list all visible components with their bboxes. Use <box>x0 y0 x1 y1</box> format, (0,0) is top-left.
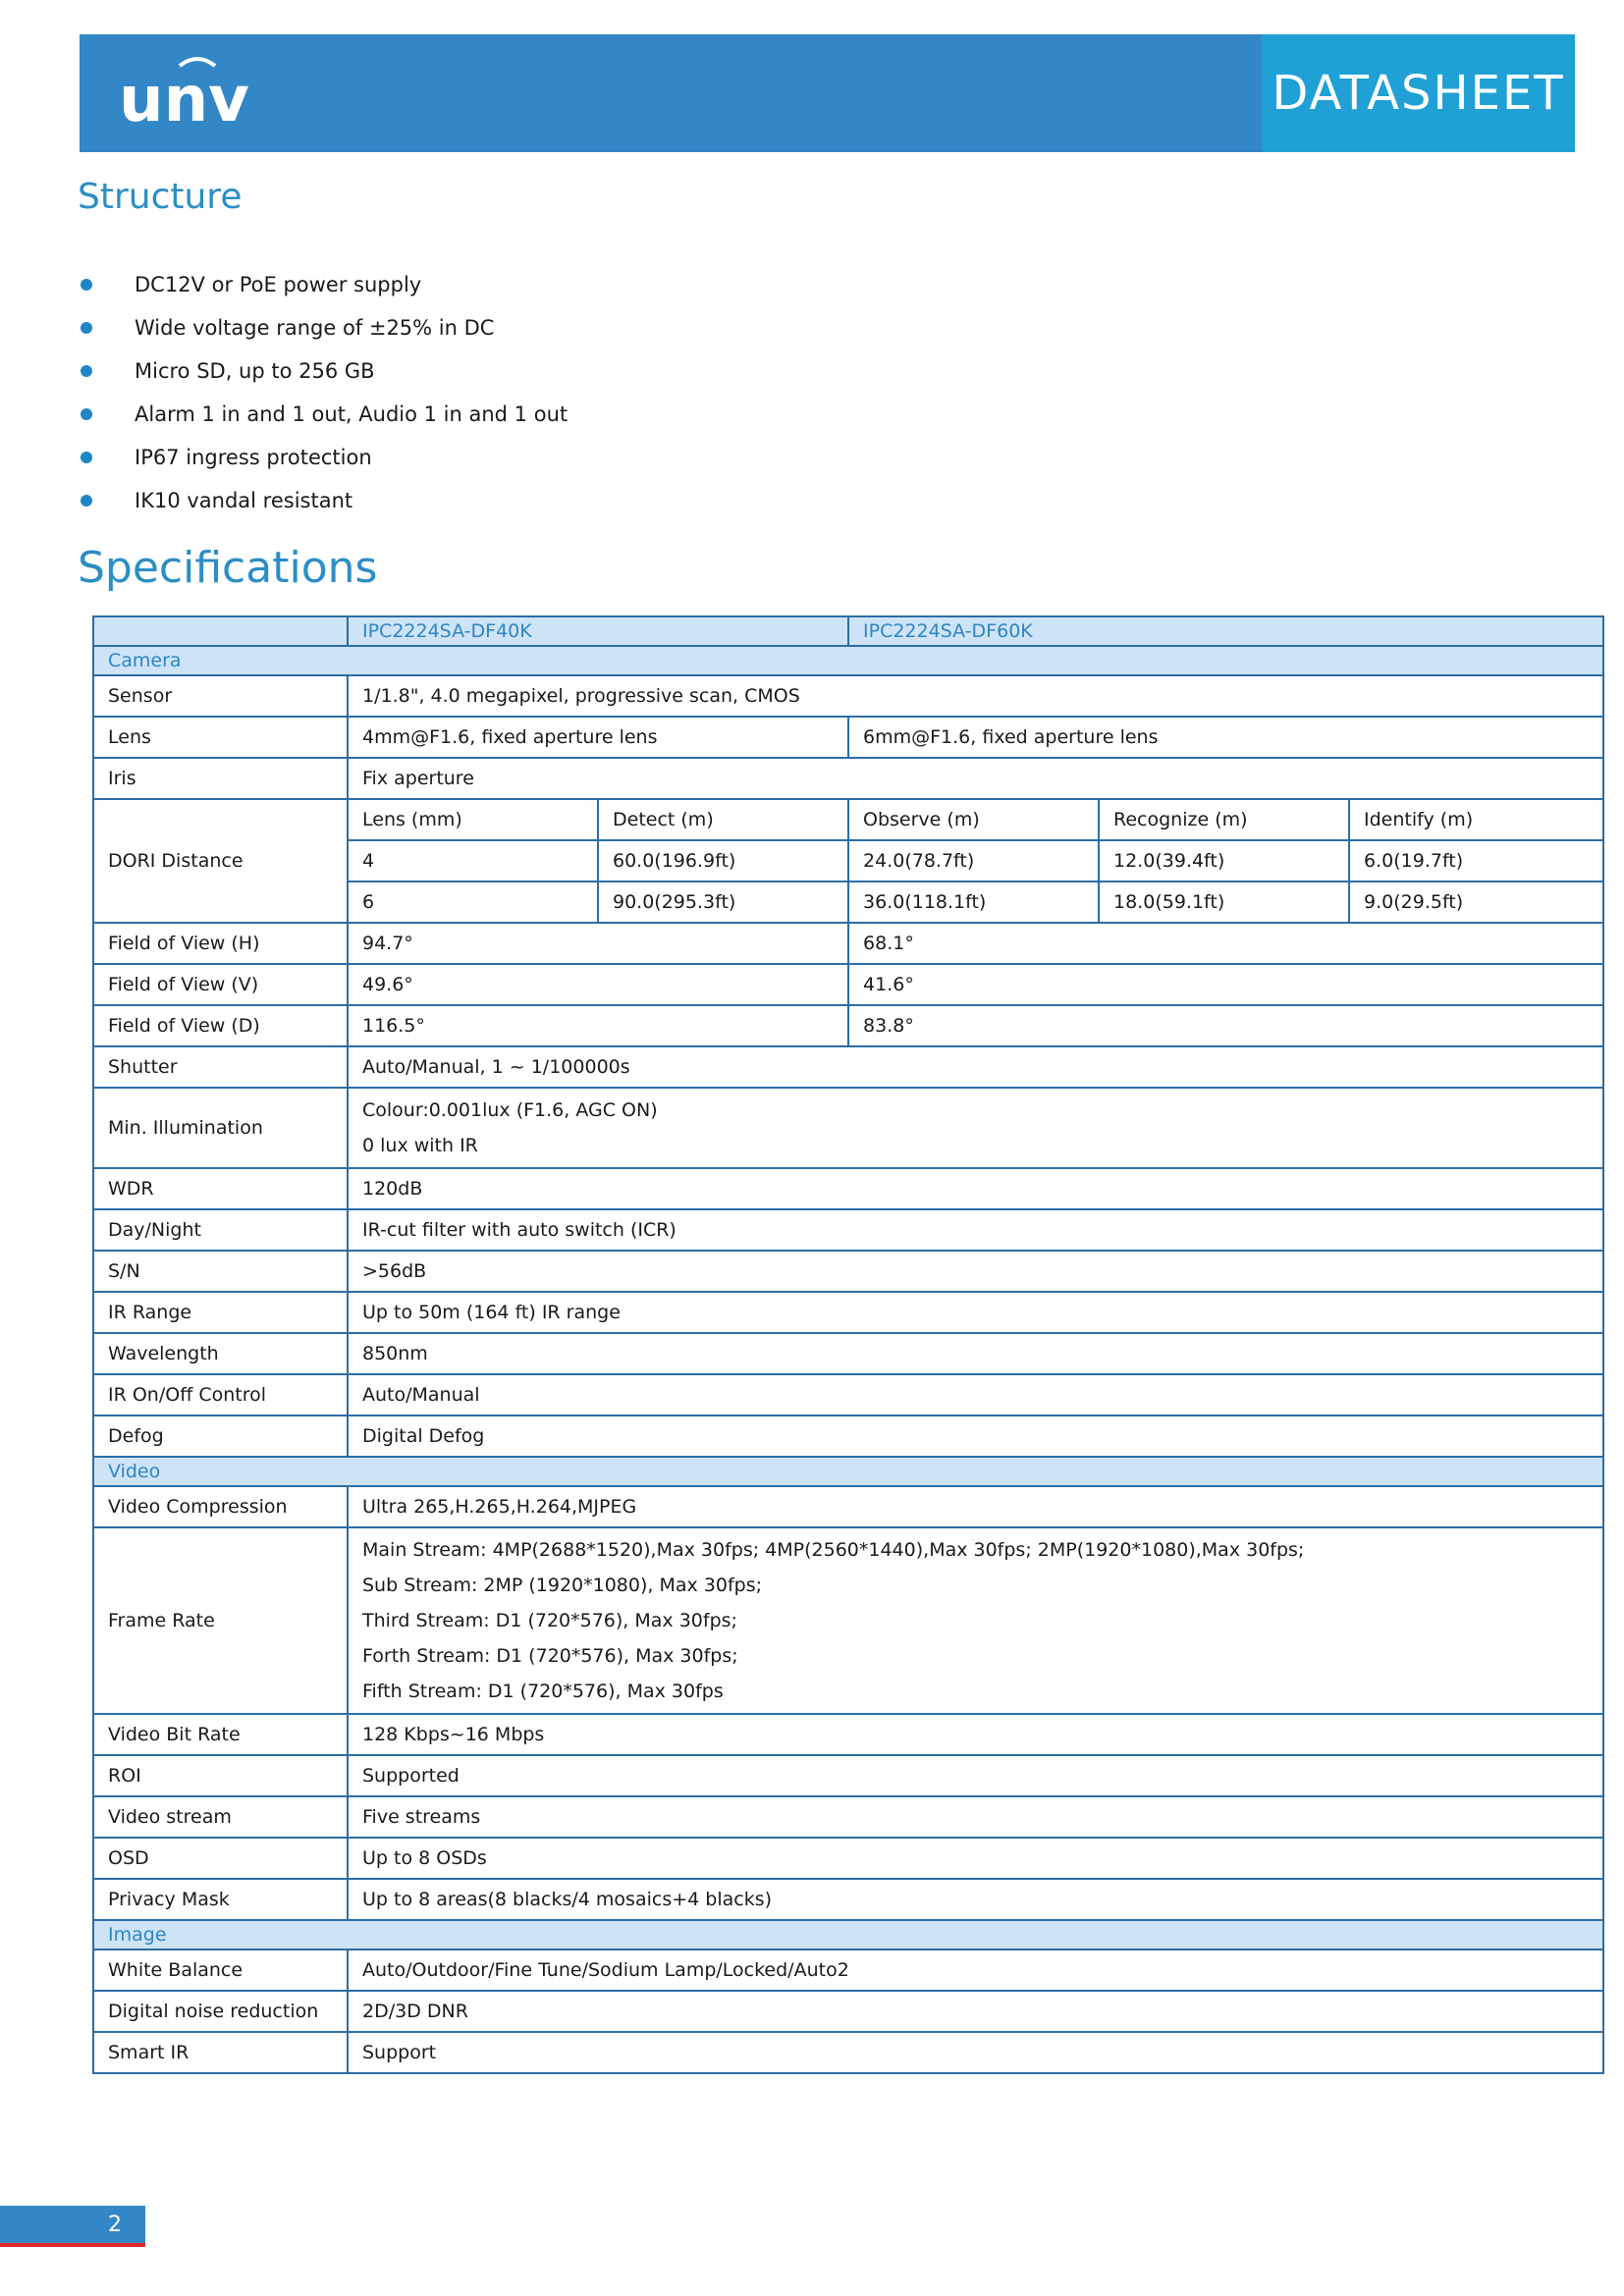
dori-header-row <box>93 799 1603 840</box>
value-line: Third Stream: D1 (720*576), Max 30fps; <box>362 1610 737 1631</box>
row-value-a: 116.5° <box>348 1005 848 1046</box>
row-label: ROI <box>93 1755 348 1796</box>
bullet-icon <box>81 279 92 291</box>
row-label: OSD <box>93 1838 348 1879</box>
table-row <box>93 1879 1603 1920</box>
row-label: Field of View (V) <box>93 964 348 1005</box>
dori-header-cell: Lens (mm) <box>348 799 598 840</box>
bullet-icon <box>81 408 92 420</box>
row-value: 850nm <box>348 1333 1603 1374</box>
table-row <box>93 1838 1603 1879</box>
dori-cell: 4 <box>348 840 598 881</box>
specifications-table <box>92 615 1604 2074</box>
dori-header-cell: Identify (m) <box>1349 799 1603 840</box>
row-label: IR On/Off Control <box>93 1374 348 1415</box>
row-value-a: 4mm@F1.6, fixed aperture lens <box>348 717 848 758</box>
row-label: WDR <box>93 1168 348 1209</box>
table-row <box>93 1292 1603 1333</box>
row-value-a: 49.6° <box>348 964 848 1005</box>
row-label: Video Compression <box>93 1486 348 1527</box>
row-value: Up to 8 OSDs <box>348 1838 1603 1879</box>
logo-text: unv <box>119 64 249 133</box>
category-row-camera <box>93 646 1603 675</box>
specifications-heading: Specifications <box>78 543 378 593</box>
unv-logo <box>119 54 276 133</box>
dori-cell: 12.0(39.4ft) <box>1099 840 1349 881</box>
list-item <box>77 263 568 306</box>
list-item <box>77 306 568 349</box>
list-item <box>77 436 568 479</box>
row-value: Auto/Outdoor/Fine Tune/Sodium Lamp/Locked/Auto2 <box>348 1949 1603 1991</box>
dori-cell: 9.0(29.5ft) <box>1349 881 1603 923</box>
row-value: Five streams <box>348 1796 1603 1838</box>
value-line: Fifth Stream: D1 (720*576), Max 30fps <box>362 1681 724 1702</box>
row-value: Auto/Manual, 1 ~ 1/100000s <box>348 1046 1603 1088</box>
dori-cell: 6 <box>348 881 598 923</box>
dori-header-cell: Observe (m) <box>848 799 1099 840</box>
row-value: 120dB <box>348 1168 1603 1209</box>
table-row <box>93 1415 1603 1457</box>
row-value: Up to 8 areas(8 blacks/4 mosaics+4 blacks) <box>348 1879 1603 1920</box>
datasheet-badge: DATASHEET <box>1262 34 1575 152</box>
value-line: Main Stream: 4MP(2688*1520),Max 30fps; 4MP(2560*1440),Max 30fps; 2MP(1920*1080),Max 30fps; <box>362 1539 1305 1561</box>
row-value-b: 83.8° <box>848 1005 1603 1046</box>
bullet-icon <box>81 452 92 463</box>
value-line: Sub Stream: 2MP (1920*1080), Max 30fps; <box>362 1575 763 1596</box>
row-label: Video Bit Rate <box>93 1714 348 1755</box>
category-label: Video <box>93 1457 1603 1486</box>
page-number: 2 <box>0 2206 145 2247</box>
row-label: Field of View (D) <box>93 1005 348 1046</box>
row-label: Sensor <box>93 675 348 717</box>
dori-cell: 90.0(295.3ft) <box>598 881 848 923</box>
row-label: Field of View (H) <box>93 923 348 964</box>
dori-cell: 60.0(196.9ft) <box>598 840 848 881</box>
row-value: Digital Defog <box>348 1415 1603 1457</box>
bullet-icon <box>81 495 92 507</box>
list-item <box>77 393 568 436</box>
model-b-cell: IPC2224SA-DF60K <box>848 616 1603 646</box>
row-value-b: 68.1° <box>848 923 1603 964</box>
bullet-icon <box>81 365 92 377</box>
table-row <box>93 675 1603 717</box>
table-row <box>93 1527 1603 1714</box>
table-row <box>93 1168 1603 1209</box>
row-label: Day/Night <box>93 1209 348 1251</box>
table-row <box>93 923 1603 964</box>
row-value-a: 94.7° <box>348 923 848 964</box>
table-row <box>93 717 1603 758</box>
model-row <box>93 616 1603 646</box>
list-item-text: IP67 ingress protection <box>135 446 372 469</box>
category-label: Image <box>93 1920 1603 1949</box>
row-label: Min. Illumination <box>93 1088 348 1168</box>
category-label: Camera <box>93 646 1603 675</box>
table-row <box>93 1374 1603 1415</box>
model-blank-cell <box>93 616 348 646</box>
row-label: Frame Rate <box>93 1527 348 1714</box>
row-label: Shutter <box>93 1046 348 1088</box>
row-label: Privacy Mask <box>93 1879 348 1920</box>
row-value: IR-cut filter with auto switch (ICR) <box>348 1209 1603 1251</box>
row-value: 128 Kbps~16 Mbps <box>348 1714 1603 1755</box>
row-label: Defog <box>93 1415 348 1457</box>
row-value: >56dB <box>348 1251 1603 1292</box>
table-row <box>93 1796 1603 1838</box>
row-value <box>348 1088 1603 1168</box>
header-banner <box>80 34 1575 152</box>
list-item-text: IK10 vandal resistant <box>135 489 353 512</box>
category-row-image <box>93 1920 1603 1949</box>
list-item-text: Alarm 1 in and 1 out, Audio 1 in and 1 out <box>135 402 568 426</box>
row-value: 2D/3D DNR <box>348 1991 1603 2032</box>
table-row <box>93 1755 1603 1796</box>
row-label: S/N <box>93 1251 348 1292</box>
value-line: Colour:0.001lux (F1.6, AGC ON) <box>362 1099 658 1121</box>
table-row <box>93 1991 1603 2032</box>
dori-header-cell: Recognize (m) <box>1099 799 1349 840</box>
row-value-b: 6mm@F1.6, fixed aperture lens <box>848 717 1603 758</box>
row-value <box>348 1527 1603 1714</box>
table-row <box>93 1949 1603 1991</box>
structure-list <box>77 263 568 522</box>
dori-cell: 6.0(19.7ft) <box>1349 840 1603 881</box>
table-row <box>93 1251 1603 1292</box>
row-label: IR Range <box>93 1292 348 1333</box>
row-label: Iris <box>93 758 348 799</box>
table-row <box>93 964 1603 1005</box>
bullet-icon <box>81 322 92 334</box>
table-row <box>93 1046 1603 1088</box>
row-label: Lens <box>93 717 348 758</box>
row-value: Up to 50m (164 ft) IR range <box>348 1292 1603 1333</box>
table-row <box>93 2032 1603 2073</box>
dori-cell: 36.0(118.1ft) <box>848 881 1099 923</box>
row-value: Auto/Manual <box>348 1374 1603 1415</box>
row-value: 1/1.8", 4.0 megapixel, progressive scan, CMOS <box>348 675 1603 717</box>
structure-heading: Structure <box>78 177 243 217</box>
list-item <box>77 349 568 393</box>
dori-cell: 18.0(59.1ft) <box>1099 881 1349 923</box>
table-row <box>93 1486 1603 1527</box>
row-label: DORI Distance <box>93 799 348 923</box>
list-item <box>77 479 568 522</box>
row-value: Ultra 265,H.265,H.264,MJPEG <box>348 1486 1603 1527</box>
row-label: White Balance <box>93 1949 348 1991</box>
row-label: Video stream <box>93 1796 348 1838</box>
row-value: Supported <box>348 1755 1603 1796</box>
row-value: Support <box>348 2032 1603 2073</box>
value-line: 0 lux with IR <box>362 1135 478 1156</box>
row-label: Digital noise reduction <box>93 1991 348 2032</box>
table-row <box>93 1714 1603 1755</box>
list-item-text: Wide voltage range of ±25% in DC <box>135 316 495 340</box>
row-label: Smart IR <box>93 2032 348 2073</box>
value-line: Forth Stream: D1 (720*576), Max 30fps; <box>362 1645 738 1667</box>
table-row <box>93 1209 1603 1251</box>
model-a-cell: IPC2224SA-DF40K <box>348 616 848 646</box>
row-value-b: 41.6° <box>848 964 1603 1005</box>
category-row-video <box>93 1457 1603 1486</box>
table-row <box>93 1088 1603 1168</box>
dori-cell: 24.0(78.7ft) <box>848 840 1099 881</box>
table-row <box>93 1333 1603 1374</box>
dori-header-cell: Detect (m) <box>598 799 848 840</box>
table-row <box>93 1005 1603 1046</box>
row-label: Wavelength <box>93 1333 348 1374</box>
list-item-text: DC12V or PoE power supply <box>135 273 422 296</box>
table-row <box>93 758 1603 799</box>
list-item-text: Micro SD, up to 256 GB <box>135 359 375 383</box>
row-value: Fix aperture <box>348 758 1603 799</box>
